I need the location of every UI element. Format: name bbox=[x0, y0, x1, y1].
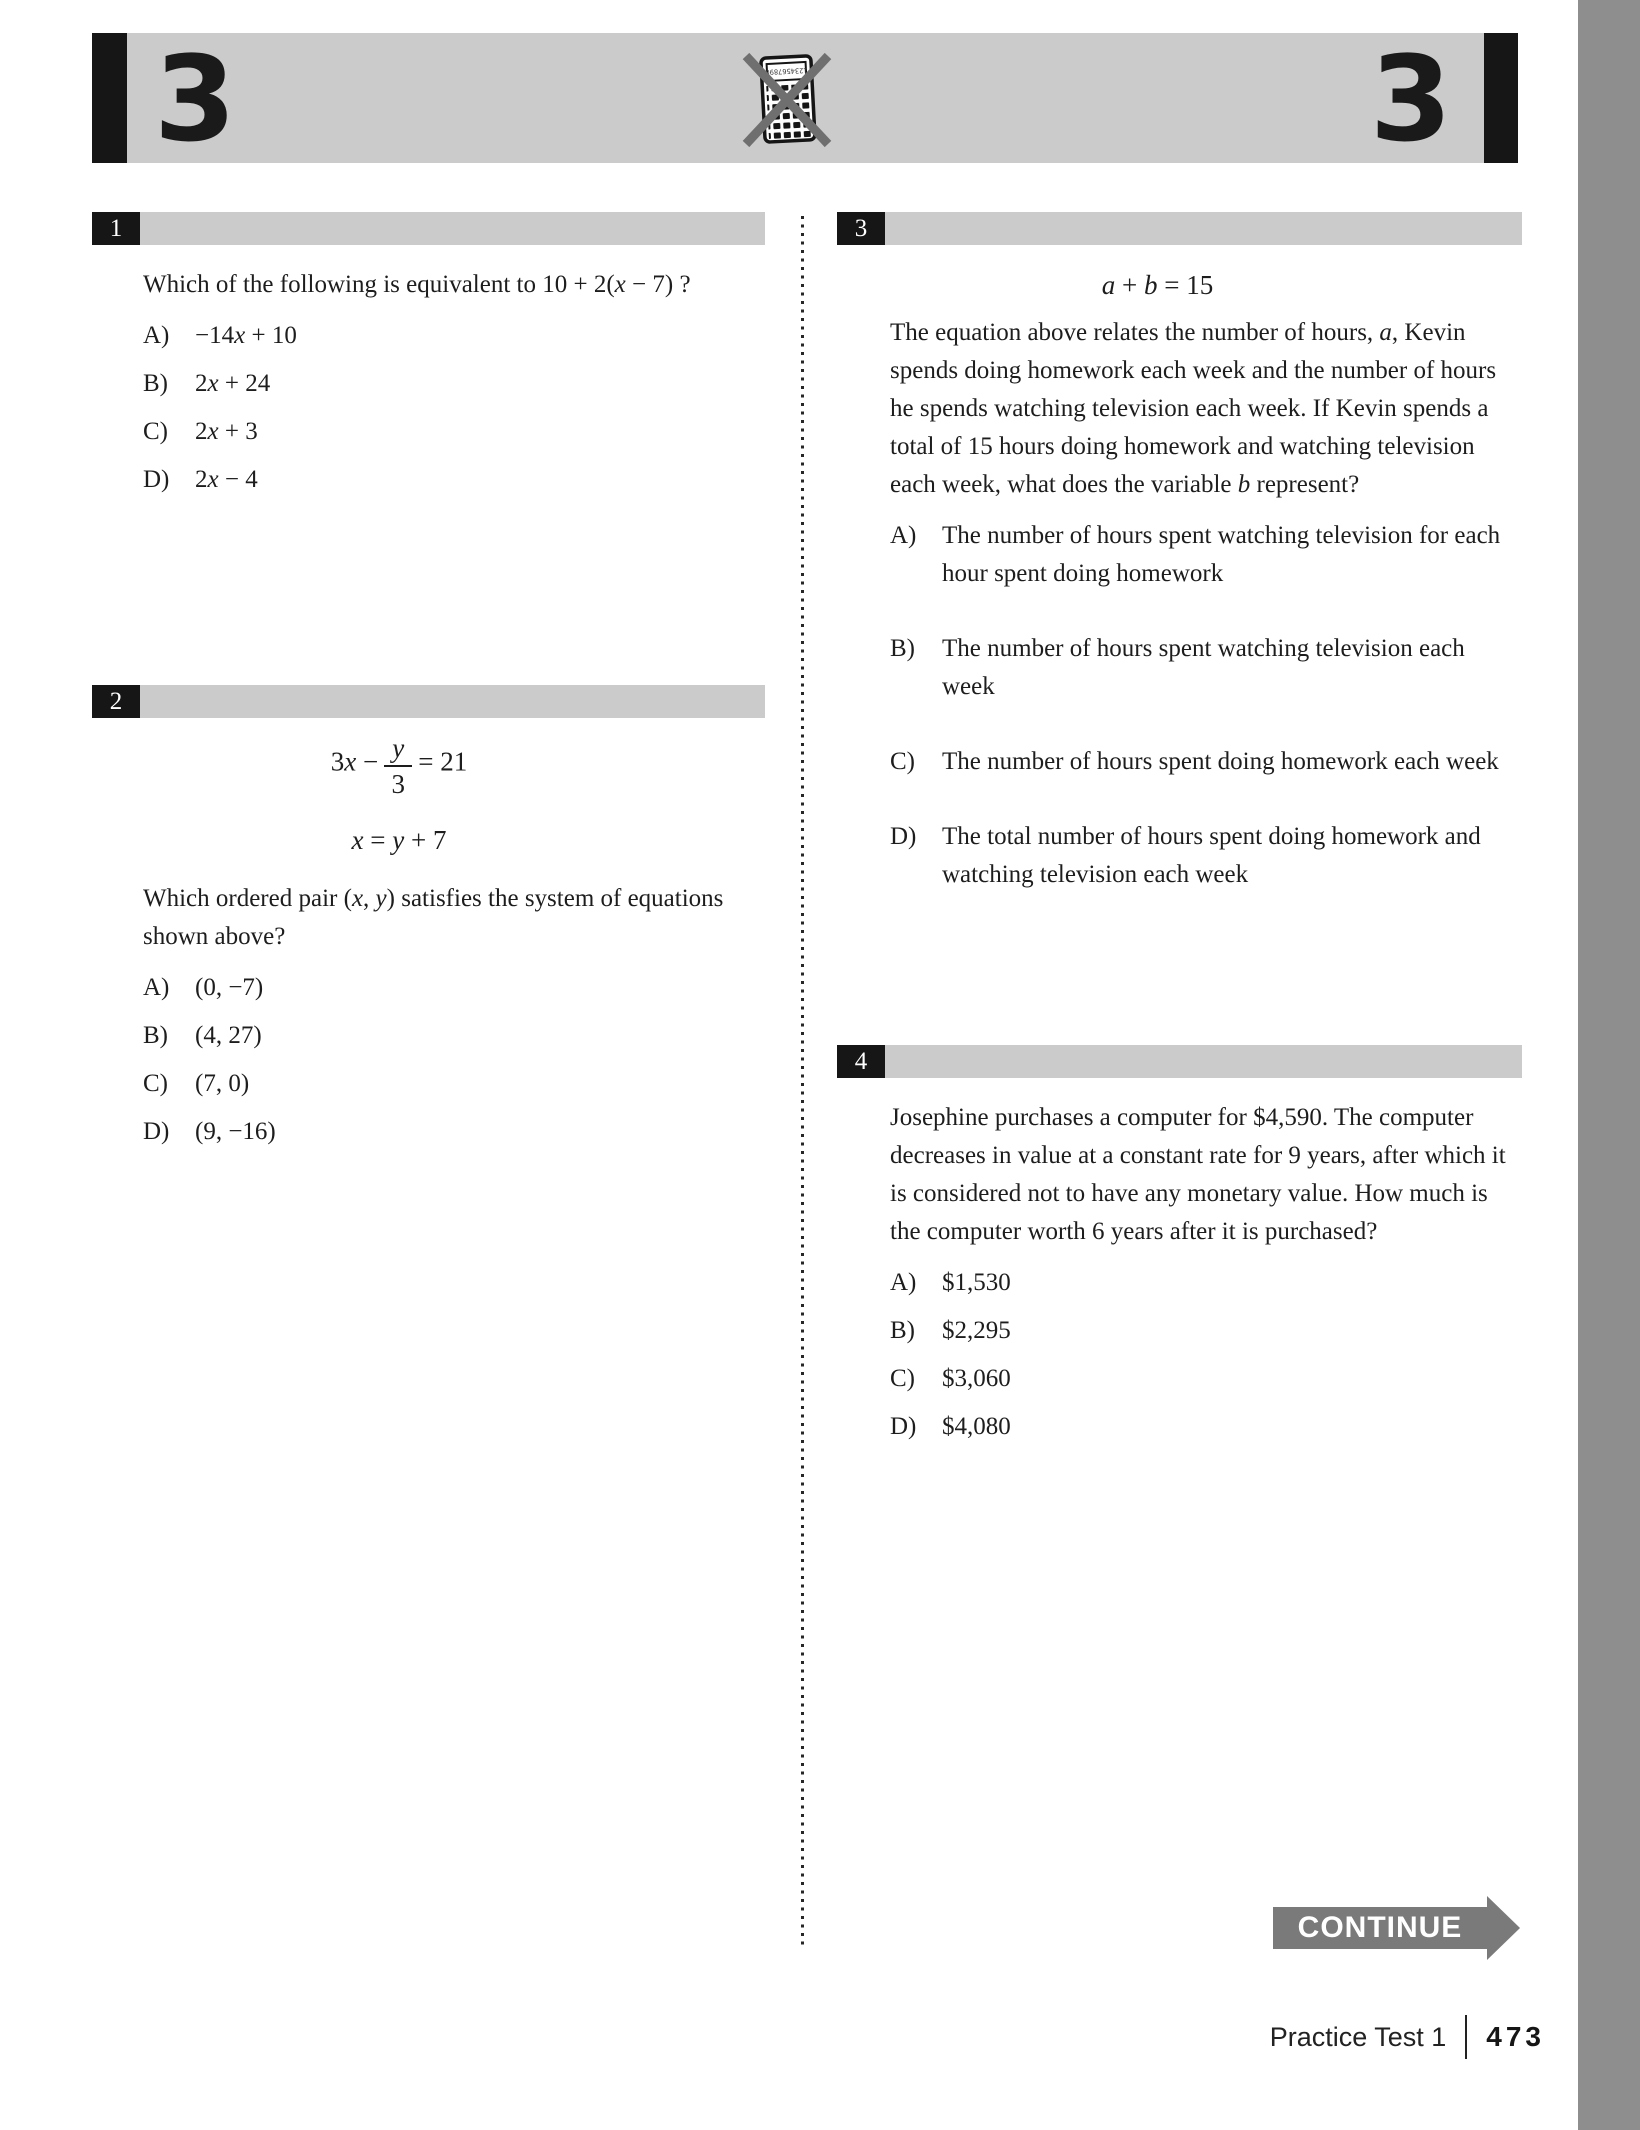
answer-option bbox=[890, 1312, 1514, 1350]
footer-page-number: 473 bbox=[1486, 2021, 1545, 2052]
answer-option bbox=[143, 461, 757, 499]
option-text: (9, −16) bbox=[195, 1117, 276, 1145]
answer-option bbox=[890, 818, 1514, 894]
continue-arrow bbox=[1273, 1896, 1520, 1960]
option-text: (4, 27) bbox=[195, 1021, 262, 1049]
option-text: The total number of hours spent doing homework and watching television each week bbox=[942, 823, 1481, 888]
answer-option bbox=[143, 1017, 757, 1055]
question-4-prompt: Josephine purchases a computer for $4,590. The computer decreases in value at a constant rate for 9 years, after which it is considered not to have any monetary value. How much is the computer worth 6 years after it is purchased? bbox=[890, 1104, 1506, 1245]
option-letter: C) bbox=[890, 1365, 915, 1392]
option-text: The number of hours spent doing homework each week bbox=[942, 748, 1499, 775]
option-text: (0, −7) bbox=[195, 973, 264, 1001]
question-3-prompt: The equation above relates the number of hours, a, Kevin spends doing homework each week and the number of hours he spends watching television each week. If Kevin spends a total of 15 hours doing homework and watching television each week, what does the variable b represent? bbox=[890, 319, 1497, 498]
footer-separator bbox=[1465, 2015, 1467, 2059]
option-text: −14x + 10 bbox=[195, 322, 297, 349]
answer-option bbox=[890, 630, 1514, 706]
question-1-number: 1 bbox=[92, 212, 140, 245]
answer-option bbox=[890, 1360, 1514, 1398]
question-4-number: 4 bbox=[837, 1045, 885, 1078]
continue-label: CONTINUE bbox=[1273, 1907, 1487, 1949]
question-4 bbox=[837, 1045, 1522, 1456]
fraction-denominator: 3 bbox=[391, 769, 405, 800]
column-divider-dotted bbox=[801, 216, 804, 1950]
option-text: 2x + 24 bbox=[195, 370, 271, 397]
option-letter: B) bbox=[890, 635, 915, 662]
answer-option bbox=[143, 1113, 757, 1151]
fraction-numerator: y bbox=[384, 734, 412, 767]
section-number-right: 3 bbox=[1369, 30, 1452, 168]
answer-option bbox=[890, 1264, 1514, 1302]
option-letter: B) bbox=[143, 1021, 168, 1049]
page-edge-strip bbox=[1578, 0, 1640, 2130]
answer-option bbox=[143, 317, 757, 355]
option-letter: A) bbox=[143, 973, 170, 1001]
fraction bbox=[384, 734, 412, 799]
answer-option bbox=[143, 413, 757, 451]
option-letter: A) bbox=[890, 1269, 917, 1296]
answer-option bbox=[890, 743, 1514, 781]
equation-1 bbox=[143, 734, 655, 799]
answer-option bbox=[143, 1065, 757, 1103]
page-footer bbox=[1100, 2012, 1545, 2062]
question-4-bar bbox=[837, 1045, 1522, 1078]
option-letter: C) bbox=[890, 748, 915, 775]
option-letter: D) bbox=[890, 823, 917, 850]
option-letter: B) bbox=[890, 1317, 915, 1344]
answer-option bbox=[143, 969, 757, 1007]
option-letter: D) bbox=[890, 1413, 917, 1440]
question-3-number: 3 bbox=[837, 212, 885, 245]
option-letter: D) bbox=[143, 1117, 170, 1145]
question-3-options bbox=[890, 517, 1514, 894]
option-letter: A) bbox=[890, 522, 917, 549]
question-1-prompt: Which of the following is equivalent to 10 + 2(x − 7) ? bbox=[143, 271, 691, 298]
option-text: $1,530 bbox=[942, 1269, 1011, 1296]
question-2-prompt: Which ordered pair (x, y) satisfies the system of equations shown above? bbox=[143, 884, 724, 950]
header-left-cap bbox=[92, 33, 127, 163]
section-number-left: 3 bbox=[154, 30, 237, 168]
question-4-options bbox=[890, 1264, 1514, 1446]
question-2-equations bbox=[143, 734, 655, 859]
question-1 bbox=[92, 212, 765, 509]
option-text: $2,295 bbox=[942, 1317, 1011, 1344]
option-text: $3,060 bbox=[942, 1365, 1011, 1392]
option-text: 2x + 3 bbox=[195, 418, 258, 445]
equation-2: x = y + 7 bbox=[351, 824, 447, 855]
footer-test-label: Practice Test 1 bbox=[1269, 2021, 1447, 2052]
option-text: (7, 0) bbox=[195, 1069, 250, 1097]
option-letter: B) bbox=[143, 370, 168, 397]
question-3 bbox=[837, 212, 1522, 931]
option-letter: C) bbox=[143, 1069, 168, 1097]
section-header bbox=[92, 30, 1518, 168]
option-text: The number of hours spent watching television each week bbox=[942, 635, 1465, 700]
option-letter: D) bbox=[143, 466, 170, 493]
question-2-bar bbox=[92, 685, 765, 718]
question-2 bbox=[92, 685, 765, 1161]
question-1-bar bbox=[92, 212, 765, 245]
question-2-number: 2 bbox=[92, 685, 140, 718]
option-letter: C) bbox=[143, 418, 168, 445]
question-1-options bbox=[143, 317, 757, 499]
question-2-options bbox=[143, 969, 757, 1151]
option-text: 2x − 4 bbox=[195, 466, 258, 493]
option-text: $4,080 bbox=[942, 1413, 1011, 1440]
answer-option bbox=[890, 517, 1514, 593]
svg-text:1234567890: 1234567890 bbox=[765, 65, 808, 77]
header-right-cap bbox=[1484, 33, 1518, 163]
equation-1-prefix: 3x − bbox=[330, 746, 379, 777]
question-3-equation: a + b = 15 bbox=[1101, 270, 1214, 300]
option-text: The number of hours spent watching television for each hour spent doing homework bbox=[942, 522, 1501, 587]
option-letter: A) bbox=[143, 322, 170, 349]
answer-option bbox=[890, 1408, 1514, 1446]
answer-option bbox=[143, 365, 757, 403]
continue-arrowhead-icon bbox=[1487, 1896, 1520, 1960]
question-3-bar bbox=[837, 212, 1522, 245]
equation-1-suffix: = 21 bbox=[418, 746, 468, 777]
no-calculator-icon bbox=[741, 45, 833, 151]
